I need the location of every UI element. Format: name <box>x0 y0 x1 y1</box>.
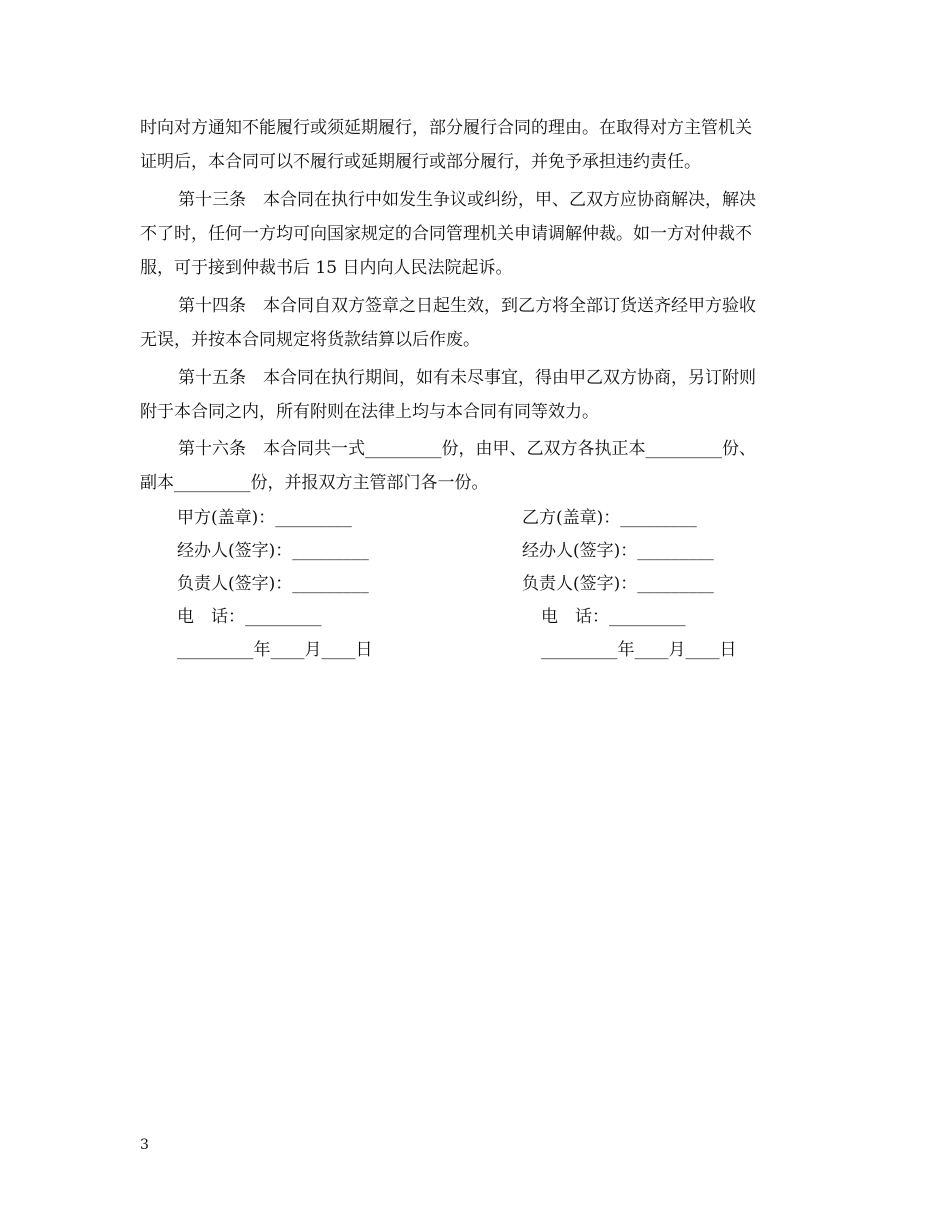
party-a-phone-field: 电 话：_________ <box>177 607 322 627</box>
paragraph-line: 不了时，任何一方均可向国家规定的合同管理机关申请调解仲裁。如一方对仲裁不 <box>140 224 752 244</box>
party-b-phone-field: 电 话：_________ <box>541 607 686 627</box>
paragraph-line: 证明后，本合同可以不履行或延期履行或部分履行，并免予承担违约责任。 <box>140 152 701 172</box>
paragraph-line: 附于本合同之内，所有附则在法律上均与本合同有同等效力。 <box>140 402 599 422</box>
party-a-agent-field: 经办人(签字)：_________ <box>177 541 369 561</box>
paragraph-line: 第十三条 本合同在执行中如发生争议或纠纷，甲、乙双方应协商解决，解决 <box>178 190 756 210</box>
paragraph-article-16 <box>140 432 810 500</box>
party-b-responsible-field: 负责人(签字)：_________ <box>522 574 714 594</box>
party-a-responsible-field: 负责人(签字)：_________ <box>177 574 369 594</box>
party-b-date-field: _________年____月____日 <box>541 640 737 660</box>
party-a-seal-field: 甲方(盖章)：_________ <box>177 508 352 528</box>
paragraph-article-13 <box>140 183 810 285</box>
paragraph-continued <box>140 111 810 179</box>
paragraph-article-15 <box>140 361 810 429</box>
page-number: 3 <box>140 1137 149 1153</box>
paragraph-line: 时向对方通知不能履行或须延期履行，部分履行合同的理由。在取得对方主管机关 <box>140 118 752 138</box>
paragraph-line: 副本_________份，并报双方主管部门各一份。 <box>140 473 489 493</box>
party-a-date-field: _________年____月____日 <box>177 640 373 660</box>
paragraph-line: 第十六条 本合同共一式_________份，由甲、乙双方各执正本_________份、 <box>178 439 756 459</box>
paragraph-article-14 <box>140 289 810 357</box>
paragraph-line: 服，可于接到仲裁书后 15 日内向人民法院起诉。 <box>140 258 513 278</box>
paragraph-line: 无误，并按本合同规定将货款结算以后作废。 <box>140 330 480 350</box>
party-b-agent-field: 经办人(签字)：_________ <box>522 541 714 561</box>
party-b-seal-field: 乙方(盖章)：_________ <box>522 508 697 528</box>
paragraph-line: 第十四条 本合同自双方签章之日起生效，到乙方将全部订货送齐经甲方验收 <box>178 296 756 316</box>
paragraph-line: 第十五条 本合同在执行期间，如有未尽事宜，得由甲乙双方协商，另订附则 <box>178 368 756 388</box>
